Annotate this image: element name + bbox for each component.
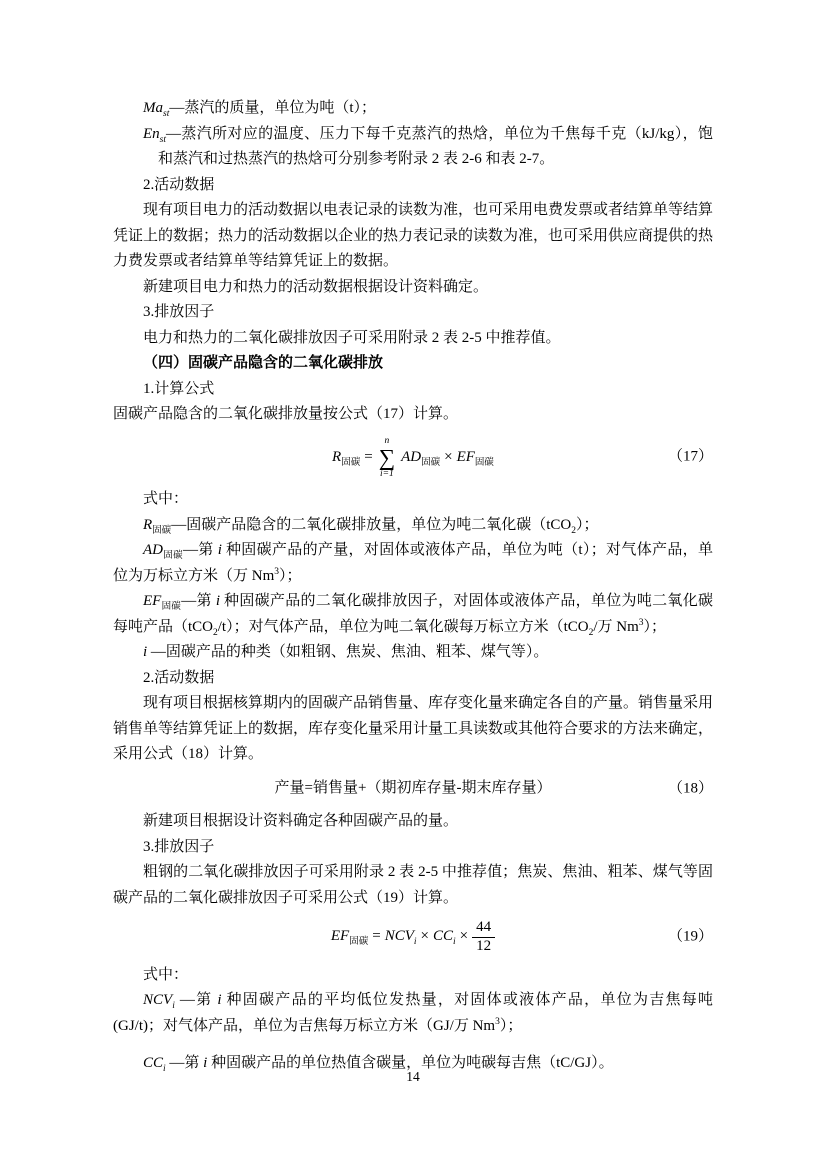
var-i: i xyxy=(143,644,148,661)
var-r: R xyxy=(143,516,153,533)
para-ad-text-3: ）； xyxy=(279,567,302,584)
f19-term2-subscript: i xyxy=(453,937,456,948)
f19-times-1: × xyxy=(420,928,429,945)
tco2-subscript-3: 2 xyxy=(588,627,594,638)
para-enst-text: —蒸汽所对应的温度、压力下每千克蒸汽的热焓，单位为千焦每千克（kJ/kg），饱和蒸汽和过热蒸汽的热焓可分别参考附录 2 表 2-6 和表 2-7。 xyxy=(158,125,713,167)
para-new-project-products: 新建项目根据设计资料确定各种固碳产品的量。 xyxy=(143,813,459,830)
var-enst-subscript: st xyxy=(159,134,167,145)
para-ef-text-2: 种固碳产品的二氧化碳排放因子，对固体或液体产品，单位为吨二氧化碳每吨产品（tCO xyxy=(113,593,713,635)
para-ncv-text-1: —第 xyxy=(174,992,218,1009)
para-ad-text-1: —第 xyxy=(182,542,218,559)
heading-activity-data-1: 2.活动数据 xyxy=(143,176,215,193)
var-ncv: NCV xyxy=(143,992,173,1009)
f19-term1-group xyxy=(385,924,417,950)
equation-number-19: （19） xyxy=(667,928,713,945)
heading-section-4: （四）固碳产品隐含的二氧化碳排放 xyxy=(143,355,384,371)
sigma-icon: ∑ xyxy=(378,444,396,470)
f19-term1-subscript: i xyxy=(413,937,417,948)
para-existing-project-electricity: 现有项目电力的活动数据以电表记录的读数为准，也可采用电费发票或者结算单等结算凭证上的数据；热力的活动数据以企业的热力表记录的读数为准，也可采用供应商提供的热力费发票或者结算单等结算凭证上的数据。 xyxy=(113,202,714,269)
formula-18 xyxy=(113,774,713,804)
formula-18-body: 产量=销售量+（期初库存量-期末库存量） xyxy=(274,779,552,796)
para-mast-definition xyxy=(113,96,713,122)
var-i-inline: i xyxy=(217,542,222,559)
page-number: 14 xyxy=(406,1068,420,1084)
para-new-project-electricity: 新建项目电力和热力的活动数据根据设计资料确定。 xyxy=(143,278,489,295)
f17-lhs: R xyxy=(332,448,342,465)
para-ncv-text-3: ）； xyxy=(499,1017,523,1034)
formula-19-body xyxy=(331,919,495,955)
heading-emission-factor-2: 3.排放因子 xyxy=(143,838,215,855)
var-ncv-subscript: i xyxy=(172,1001,175,1012)
f17-term2-group xyxy=(457,445,494,471)
f17-lhs-group xyxy=(332,445,360,471)
equation-number-17: （17） xyxy=(667,448,713,465)
f19-lhs: EF xyxy=(330,928,350,945)
para-r-text-2: ）； xyxy=(575,516,599,533)
nm3-superscript-2: 3 xyxy=(638,617,644,628)
f19-lhs-subscript: 固碳 xyxy=(349,937,369,948)
var-r-subscript: 固碳 xyxy=(152,525,172,536)
para-cc-text-1: —第 xyxy=(165,1055,204,1072)
f17-term1-group xyxy=(401,445,440,471)
f17-term1-subscript: 固碳 xyxy=(421,457,441,468)
para-crude-steel-ef: 粗钢的二氧化碳排放因子可采用附录 2 表 2-5 中推荐值；焦炭、焦油、粗苯、煤气等固碳产品的二氧化碳排放因子可采用公式（19）计算。 xyxy=(113,864,713,906)
para-where-1: 式中： xyxy=(143,491,189,508)
var-cc-subscript: i xyxy=(163,1064,166,1075)
para-ef-definition xyxy=(113,589,713,640)
para-i-definition xyxy=(113,640,713,666)
equation-number-18: （18） xyxy=(667,779,713,796)
para-i-text: —固碳产品的种类（如粗钢、焦炭、焦油、粗苯、煤气等）。 xyxy=(147,644,549,661)
para-existing-project-products: 现有项目根据核算期内的固碳产品销售量、库存变化量来确定各自的产量。销售量采用销售单等结算凭证上的数据，库存变化量采用计量工具读数或其他符合要求的方法来确定，采用公式（18）计算。 xyxy=(113,695,714,763)
f17-times: × xyxy=(444,448,453,465)
f19-times-2: × xyxy=(459,928,469,945)
fraction-44-12 xyxy=(472,919,495,955)
nm3-superscript: 3 xyxy=(274,566,280,577)
var-mast-subscript: st xyxy=(163,109,170,119)
para-ef-text-5: ）； xyxy=(643,618,667,635)
para-electricity-heat-ef: 电力和热力的二氧化碳排放因子可采用附录 2 表 2-5 中推荐值。 xyxy=(143,329,561,346)
summation-lower-limit: i=1 xyxy=(380,468,394,479)
f19-term2: CC xyxy=(432,928,453,945)
summation-upper-limit: n xyxy=(384,435,390,446)
var-i-inline-4: i xyxy=(203,1055,208,1072)
para-r-definition xyxy=(113,513,713,539)
f17-lhs-subscript: 固碳 xyxy=(341,457,361,468)
para-cc-text-2: 种固碳产品的单位热值含碳量，单位为吨碳每吉焦（tC/GJ）。 xyxy=(207,1055,614,1072)
para-formula17-intro: 固碳产品隐含的二氧化碳排放量按公式（17）计算。 xyxy=(113,406,459,422)
formula-17-body xyxy=(332,436,494,480)
para-ad-definition xyxy=(113,538,713,589)
var-i-inline-2: i xyxy=(215,593,220,610)
f19-equals: = xyxy=(372,928,381,945)
fraction-denominator: 12 xyxy=(476,937,492,954)
f19-term2-group xyxy=(433,924,456,950)
var-ef-subscript: 固碳 xyxy=(161,602,182,613)
para-ad-text-2: 种固碳产品的产量，对固体或液体产品，单位为吨（t）；对气体产品，单位为万标立方米（万 Nm xyxy=(113,542,713,584)
para-where-2: 式中： xyxy=(143,966,189,983)
f17-term2-subscript: 固碳 xyxy=(474,457,494,468)
var-mast: Ma xyxy=(143,100,163,116)
var-enst: En xyxy=(143,125,160,142)
f17-term2: EF xyxy=(456,448,475,465)
nm3-superscript-3: 3 xyxy=(495,1016,500,1027)
var-i-inline-3: i xyxy=(217,992,222,1009)
para-ef-text-3: /t）；对气体产品，单位为吨二氧化碳每万标立方米（tCO xyxy=(217,618,589,635)
fraction-numerator: 44 xyxy=(472,919,495,937)
f17-equals: = xyxy=(364,448,373,465)
f19-term1: NCV xyxy=(384,928,414,945)
formula-19 xyxy=(113,917,713,957)
var-cc: CC xyxy=(143,1055,164,1072)
tco2-subscript-2: 2 xyxy=(213,627,218,638)
para-mast-text: —蒸汽的质量，单位为吨（t）； xyxy=(169,100,377,116)
para-r-text-1: —固碳产品隐含的二氧化碳排放量，单位为吨二氧化碳（tCO xyxy=(171,516,572,533)
para-ncv-text-2: 种固碳产品的平均低位发热量，对固体或液体产品，单位为吉焦每吨(GJ/t)；对气体产品，单位为吉焦每万标立方米（GJ/万 Nm xyxy=(113,992,713,1034)
var-ef: EF xyxy=(143,593,162,610)
summation-symbol xyxy=(379,436,395,480)
var-ad: AD xyxy=(143,542,163,559)
heading-emission-factor-1: 3.排放因子 xyxy=(143,304,215,320)
f19-lhs-group xyxy=(331,924,368,950)
para-ef-text-1: —第 xyxy=(181,593,216,610)
tco2-subscript: 2 xyxy=(571,525,576,536)
var-ad-subscript: 固碳 xyxy=(163,551,183,562)
formula-17 xyxy=(113,434,713,482)
para-ef-text-4: /万 Nm xyxy=(593,618,639,635)
para-enst-definition xyxy=(113,122,713,173)
f17-term1: AD xyxy=(401,448,422,465)
heading-activity-data-2: 2.活动数据 xyxy=(143,669,215,686)
heading-calc-formula: 1.计算公式 xyxy=(143,380,215,397)
para-ncv-definition xyxy=(113,988,713,1039)
